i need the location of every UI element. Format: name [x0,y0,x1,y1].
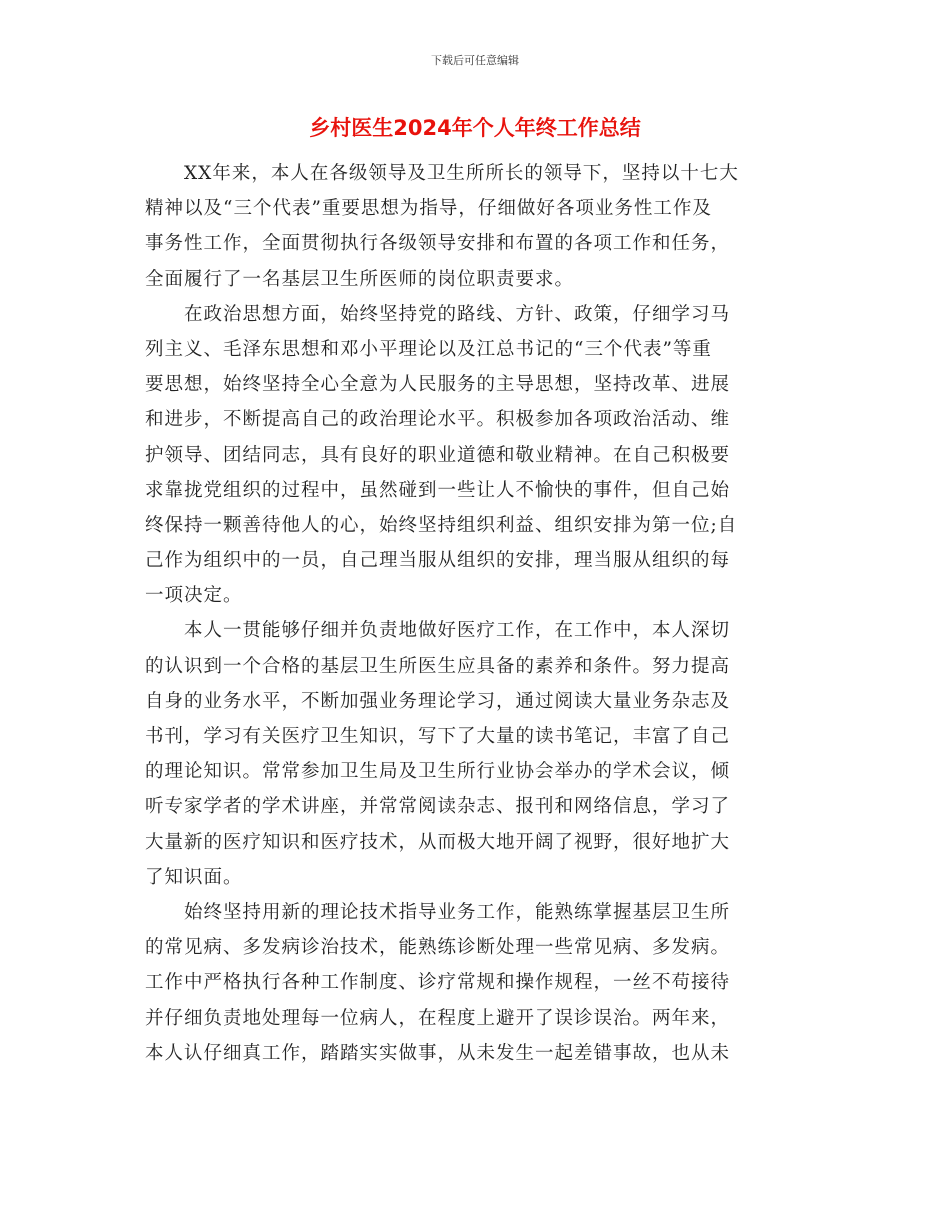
document-title: 乡村医生2024年个人年终工作总结 [309,116,641,140]
body-line: 的认识到一个合格的基层卫生所医生应具备的素养和条件。努力提高 [145,655,731,677]
body-line: 在政治思想方面，始终坚持党的路线、方针、政策，仔细学习马 [145,303,731,325]
body-line: 工作中严格执行各种工作制度、诊疗常规和操作规程，一丝不苟接待 [145,972,731,994]
body-line: 听专家学者的学术讲座，并常常阅读杂志、报刊和网络信息，学习了 [145,796,731,818]
body-line: 的常见病、多发病诊治技术，能熟练诊断处理一些常见病、多发病。 [145,937,731,959]
body-line: 全面履行了一名基层卫生所医师的岗位职责要求。 [145,268,575,290]
body-line: 护领导、团结同志，具有良好的职业道德和敬业精神。在自己积极要 [145,444,731,466]
body-line: 精神以及“三个代表”重要思想为指导，仔细做好各项业务性工作及 [145,198,712,220]
body-line: 事务性工作，全面贯彻执行各级领导安排和布置的各项工作和任务， [145,233,731,255]
page-header-note: 下载后可任意编辑 [431,54,519,67]
body-line: 列主义、毛泽东思想和邓小平理论以及江总书记的“三个代表”等重 [145,338,712,360]
body-line: 求靠拢党组织的过程中，虽然碰到一些让人不愉快的事件，但自己始 [145,479,731,501]
body-line: 并仔细负责地处理每一位病人，在程度上避开了误诊误治。两年来， [145,1007,731,1029]
body-line: 本人认仔细真工作，踏踏实实做事，从未发生一起差错事故，也从未 [145,1042,731,1064]
body-line: 了知识面。 [145,866,243,888]
body-line: 自身的业务水平，不断加强业务理论学习，通过阅读大量业务杂志及 [145,690,731,712]
body-line: 始终坚持用新的理论技术指导业务工作，能熟练掌握基层卫生所 [145,901,731,923]
body-line: 一项决定。 [145,585,243,607]
body-line: 终保持一颗善待他人的心，始终坚持组织利益、组织安排为第一位;自 [145,514,738,536]
body-line: 大量新的医疗知识和医疗技术，从而极大地开阔了视野，很好地扩大 [145,831,731,853]
body-line: 的理论知识。常常参加卫生局及卫生所行业协会举办的学术会议，倾 [145,761,731,783]
body-line: 本人一贯能够仔细并负责地做好医疗工作，在工作中，本人深切 [145,620,731,642]
body-line: 书刊，学习有关医疗卫生知识，写下了大量的读书笔记，丰富了自己 [145,726,731,747]
body-line: 己作为组织中的一员，自己理当服从组织的安排，理当服从组织的每 [145,550,731,572]
document-body [145,156,805,1071]
body-line: 要思想，始终坚持全心全意为人民服务的主导思想，坚持改革、进展 [145,374,731,396]
body-line: 和进步，不断提高自己的政治理论水平。积极参加各项政治活动、维 [145,409,731,431]
body-line: XX年来，本人在各级领导及卫生所所长的领导下，坚持以十七大 [145,163,739,184]
